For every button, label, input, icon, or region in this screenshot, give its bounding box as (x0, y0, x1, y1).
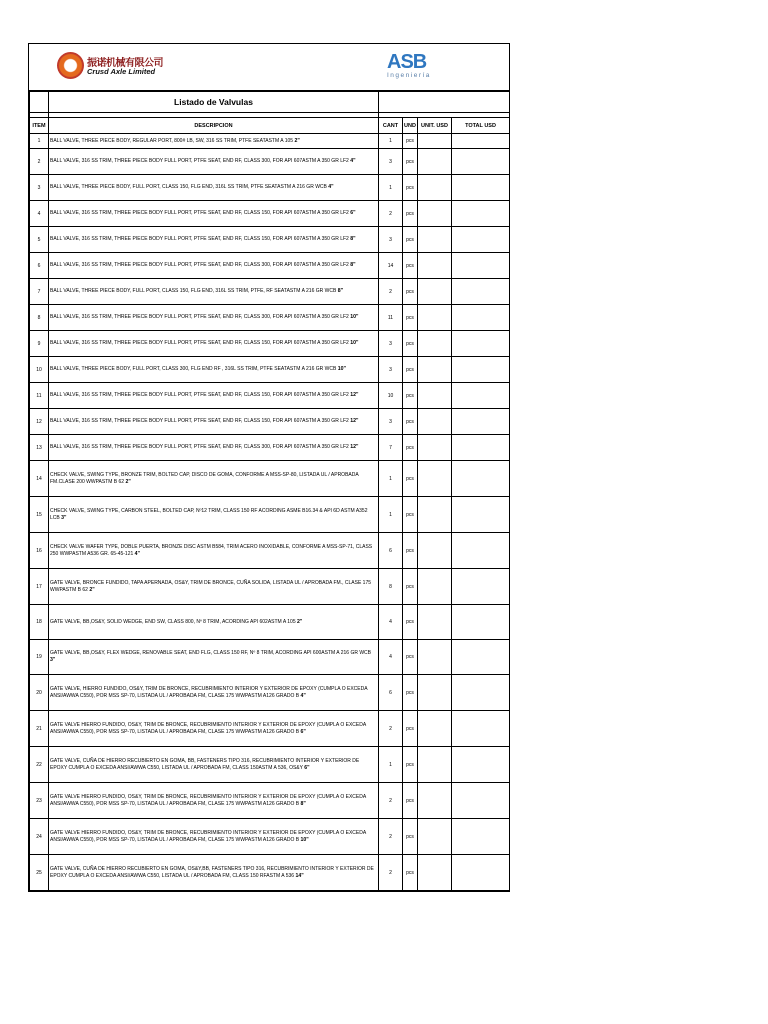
cell-descripcion (49, 819, 379, 855)
cell-total-usd (452, 331, 510, 357)
cell-descripcion-text: BALL VALVE, THREE PIECE BODY, FULL PORT, CLASS 150, FLG END, 316L SS TRIM, PTFE SEATASTM A 216 GR WCB (50, 184, 329, 190)
table-row (30, 409, 510, 435)
cell-descripcion-size: 2" (125, 478, 131, 485)
column-header-row (30, 118, 510, 134)
cell-item: 19 (30, 640, 49, 675)
cell-item: 22 (30, 747, 49, 783)
cell-cant: 1 (379, 497, 403, 533)
cell-item: 14 (30, 461, 49, 497)
cell-cant: 1 (379, 747, 403, 783)
cell-unit-usd (418, 253, 452, 279)
col-descripcion: DESCRIPCION (49, 118, 379, 134)
cell-und: pcs (403, 569, 418, 605)
company-logo-emblem-icon (57, 52, 84, 79)
cell-descripcion (49, 783, 379, 819)
cell-descripcion-size: 10" (337, 366, 346, 372)
cell-descripcion-size: 12" (350, 392, 359, 398)
cell-total-usd (452, 383, 510, 409)
cell-und: pcs (403, 279, 418, 305)
cell-unit-usd (418, 331, 452, 357)
cell-item: 24 (30, 819, 49, 855)
cell-unit-usd (418, 279, 452, 305)
cell-cant: 4 (379, 640, 403, 675)
cell-unit-usd (418, 149, 452, 175)
sheet-header (29, 44, 509, 91)
cell-descripcion-size: 8" (350, 236, 356, 242)
cell-cant: 2 (379, 279, 403, 305)
cell-descripcion (49, 435, 379, 461)
cell-descripcion (49, 640, 379, 675)
cell-total-usd (452, 149, 510, 175)
cell-item: 6 (30, 253, 49, 279)
cell-descripcion-size: 12" (350, 444, 359, 450)
cell-item: 1 (30, 134, 49, 149)
cell-unit-usd (418, 533, 452, 569)
cell-descripcion-text: BALL VALVE, 316 SS TRIM, THREE PIECE BODY FULL PORT, PTFE SEAT, END RF, CLASS 150, FOR API 607ASTM A 350 GR LF2 (50, 418, 351, 424)
cell-item: 7 (30, 279, 49, 305)
cell-descripcion (49, 747, 379, 783)
cell-descripcion (49, 227, 379, 253)
table-row (30, 747, 510, 783)
cell-und: pcs (403, 383, 418, 409)
col-und: UND (403, 118, 418, 134)
cell-cant: 3 (379, 409, 403, 435)
table-row (30, 331, 510, 357)
cell-unit-usd (418, 497, 452, 533)
cell-cant: 3 (379, 149, 403, 175)
cell-total-usd (452, 711, 510, 747)
cell-und: pcs (403, 497, 418, 533)
cell-descripcion-size: 2" (297, 618, 303, 625)
cell-descripcion-text: GATE VALVE, BB,OS&Y, FLEX WEDGE, RENOVABLE SEAT, END FLG, CLASS 150 RF, Nº 8 TRIM, ACORDING API 600ASTM A 216 GR WCB (50, 650, 372, 656)
cell-descripcion-size: 12" (350, 418, 359, 424)
table-row (30, 605, 510, 640)
table-row (30, 819, 510, 855)
cell-descripcion-size: 4" (134, 550, 141, 557)
cell-descripcion-size: 2" (89, 586, 95, 593)
cell-descripcion (49, 497, 379, 533)
cell-descripcion (49, 461, 379, 497)
cell-unit-usd (418, 357, 452, 383)
cell-cant: 8 (379, 569, 403, 605)
cell-descripcion-text: CHECK VALVE, SWING TYPE, CARBON STEEL, BOLTED CAP, Nº12 TRIM, CLASS 150 RF ACORDING ASME B16.34 & API 6D ASTM A352 LCB (50, 507, 368, 521)
cell-descripcion-text: GATE VALVE, HIERRO FUNDIDO, OS&Y, TRIM DE BRONCE, RECUBRIMIENTO INTERIOR Y EXTERIOR DE EPOXY (CUMPLA O EXCEDA ANSI/AWWA C550), POR MSS SP-70, LISTADA UL / APROBADA FM, CLASE 175 WWPASTM A126 GRADO B (50, 685, 368, 699)
cell-descripcion-text: BALL VALVE, THREE PIECE BODY, FULL PORT, CLASS 300, FLG END RF , 316L SS TRIM, PTFE SEATASTM A 216 GR WCB (50, 366, 338, 372)
cell-descripcion-size: 3" (50, 657, 56, 663)
cell-descripcion (49, 711, 379, 747)
table-row (30, 497, 510, 533)
cell-und: pcs (403, 201, 418, 227)
cell-descripcion-text: BALL VALVE, 316 SS TRIM, THREE PIECE BODY FULL PORT, PTFE SEAT, END RF, CLASS 150, FOR API 607ASTM A 350 GR LF2 (50, 340, 351, 346)
cell-descripcion (49, 383, 379, 409)
cell-descripcion (49, 201, 379, 227)
cell-total-usd (452, 253, 510, 279)
table-row (30, 201, 510, 227)
cell-descripcion (49, 253, 379, 279)
cell-und: pcs (403, 409, 418, 435)
cell-item: 25 (30, 855, 49, 891)
cell-unit-usd (418, 711, 452, 747)
cell-und: pcs (403, 640, 418, 675)
cell-total-usd (452, 569, 510, 605)
table-row (30, 253, 510, 279)
company-logo-en: Crusd Axle Limited (87, 67, 156, 76)
cell-total-usd (452, 533, 510, 569)
cell-und: pcs (403, 175, 418, 201)
col-total-usd: TOTAL USD (452, 118, 510, 134)
cell-descripcion-text: CHECK VALVE WAFER TYPE, DOBLE PUERTA, BRONZE DISC ASTM B584, TRIM ACERO INOXIDABLE, CONFORME A MSS-SP-71, CLASS 250 WWPASTM A536 GR. 65-45-121 (50, 543, 373, 557)
cell-total-usd (452, 305, 510, 331)
cell-descripcion-size: 10" (350, 340, 359, 346)
asb-logo (387, 52, 447, 84)
cell-descripcion-size: 6" (300, 728, 306, 735)
cell-unit-usd (418, 409, 452, 435)
cell-item: 3 (30, 175, 49, 201)
cell-unit-usd (418, 675, 452, 711)
cell-cant: 2 (379, 819, 403, 855)
company-logo (57, 52, 177, 84)
cell-descripcion-size: 8" (337, 288, 344, 294)
table-row (30, 175, 510, 201)
cell-descripcion-text: CHECK VALVE, SWING TYPE, BRONZE TRIM, BOLTED CAP, DISCO DE GOMA, CONFORME A MSS-SP-80, LISTADA UL / APROBADA FM.CLASE 200 WWPASTM B 62 (50, 471, 359, 485)
header-right-cell (378, 44, 509, 90)
table-row (30, 305, 510, 331)
table-row (30, 134, 510, 149)
cell-descripcion-size: 8" (300, 800, 306, 807)
cell-descripcion-size: 4" (300, 692, 306, 699)
table-row (30, 149, 510, 175)
cell-cant: 3 (379, 227, 403, 253)
cell-descripcion (49, 331, 379, 357)
company-logo-cn: 振诺机械有限公司 (87, 58, 163, 69)
cell-descripcion-size: 6" (304, 764, 310, 771)
cell-und: pcs (403, 227, 418, 253)
cell-descripcion-text: GATE VALVE, BRONCE FUNDIDO, TAPA APERNADA, OS&Y, TRIM DE BRONCE, CUÑA SOLIDA, LISTADA UL / APROBADA FM., CLASE 175 WWPASTM B 62 (50, 579, 372, 593)
cell-descripcion-size: 4" (350, 158, 356, 164)
cell-und: pcs (403, 305, 418, 331)
table-row (30, 783, 510, 819)
cell-cant: 7 (379, 435, 403, 461)
cell-total-usd (452, 783, 510, 819)
cell-descripcion-text: BALL VALVE, 316 SS TRIM, THREE PIECE BODY FULL PORT, PTFE SEAT, END RF, CLASS 300, FOR API 607ASTM A 350 GR LF2 (50, 158, 351, 164)
cell-cant: 2 (379, 201, 403, 227)
cell-descripcion-text: BALL VALVE, 316 SS TRIM, THREE PIECE BODY FULL PORT, PTFE SEAT, END RF, CLASS 150, FOR API 607ASTM A 350 GR LF2 (50, 236, 351, 242)
cell-descripcion (49, 855, 379, 891)
cell-cant: 2 (379, 855, 403, 891)
cell-cant: 1 (379, 134, 403, 149)
cell-descripcion-text: BALL VALVE, 316 SS TRIM, THREE PIECE BODY FULL PORT, PTFE SEAT, END RF, CLASS 300, FOR API 607ASTM A 350 GR LF2 (50, 314, 351, 320)
cell-descripcion (49, 134, 379, 149)
cell-descripcion (49, 409, 379, 435)
cell-total-usd (452, 461, 510, 497)
cell-und: pcs (403, 149, 418, 175)
cell-total-usd (452, 819, 510, 855)
cell-und: pcs (403, 435, 418, 461)
table-row (30, 569, 510, 605)
cell-descripcion-text: BALL VALVE, 316 SS TRIM, THREE PIECE BODY FULL PORT, PTFE SEAT, END RF, CLASS 300, FOR API 607ASTM A 350 GR LF2 (50, 444, 351, 450)
cell-descripcion-text: GATE VALVE, CUÑA DE HIERRO RECUBIERTO EN GOMA, OS&Y,BB, FASTENERS TIPO 316, RECUBRIMIENTO INTERIOR Y EXTERIOR DE EPOXY CUMPLA O EXCEDA ANSI/AWWA C550, LISTADA UL / APROBADA FM, CLASS 150 RFASTM A 536 (50, 865, 374, 879)
col-unit-usd: UNIT. USD (418, 118, 452, 134)
cell-item: 16 (30, 533, 49, 569)
cell-cant: 6 (379, 675, 403, 711)
cell-descripcion-size: 2" (294, 137, 300, 144)
cell-descripcion (49, 569, 379, 605)
cell-item: 4 (30, 201, 49, 227)
table-row (30, 383, 510, 409)
cell-descripcion-text: GATE VALVE, CUÑA DE HIERRO RECUBIERTO EN GOMA, BB, FASTENERS TIPO 316, RECUBRIMIENTO INTERIOR Y EXTERIOR DE EPOXY CUMPLA O EXCEDA ANSI/AWWA C550, LISTADA UL / APROBADA FM, CLASS 150ASTM A 536, OS&Y (50, 757, 360, 771)
table-row (30, 279, 510, 305)
cell-unit-usd (418, 175, 452, 201)
cell-cant: 1 (379, 175, 403, 201)
cell-item: 11 (30, 383, 49, 409)
cell-descripcion (49, 149, 379, 175)
cell-descripcion-size: 3" (61, 514, 67, 521)
valve-table (29, 91, 510, 891)
cell-descripcion-text: BALL VALVE, THREE PIECE BODY, FULL PORT, CLASS 150, FLG END, 316L SS TRIM, PTFE, RF SEATASTM A 216 GR WCB (50, 288, 338, 294)
cell-cant: 11 (379, 305, 403, 331)
cell-descripcion (49, 357, 379, 383)
cell-item: 18 (30, 605, 49, 640)
cell-descripcion-size: 10" (350, 314, 359, 320)
cell-descripcion-size: 4" (328, 184, 334, 190)
cell-descripcion (49, 305, 379, 331)
cell-item: 20 (30, 675, 49, 711)
cell-total-usd (452, 201, 510, 227)
cell-cant: 14 (379, 253, 403, 279)
cell-descripcion (49, 175, 379, 201)
cell-und: pcs (403, 747, 418, 783)
cell-unit-usd (418, 640, 452, 675)
cell-unit-usd (418, 747, 452, 783)
cell-descripcion (49, 533, 379, 569)
cell-descripcion-text: GATE VALVE HIERRO FUNDIDO, OS&Y, TRIM DE BRONCE, RECUBRIMIENTO INTERIOR Y EXTERIOR DE EPOXY (CUMPLA O EXCEDA ANSI/AWWA C550), POR MSS SP-70, LISTADA UL / APROBADA FM, CLASE 175 WWPASTM A126 GRADO B (50, 793, 366, 807)
cell-descripcion-text: BALL VALVE, 316 SS TRIM, THREE PIECE BODY FULL PORT, PTFE SEAT, END RF, CLASS 150, FOR API 607ASTM A 350 GR LF2 (50, 392, 351, 398)
cell-cant: 3 (379, 331, 403, 357)
cell-item: 17 (30, 569, 49, 605)
table-row (30, 357, 510, 383)
cell-total-usd (452, 279, 510, 305)
cell-und: pcs (403, 461, 418, 497)
cell-descripcion-size: 8" (350, 262, 356, 268)
cell-item: 2 (30, 149, 49, 175)
cell-und: pcs (403, 675, 418, 711)
cell-item: 23 (30, 783, 49, 819)
table-row (30, 435, 510, 461)
table-row (30, 227, 510, 253)
cell-descripcion-text: GATE VALVE HIERRO FUNDIDO, OS&Y, TRIM DE BRONCE, RECUBRIMIENTO INTERIOR Y EXTERIOR DE EPOXY (CUMPLA O EXCEDA ANSI/AWWA C550), POR MSS SP-70, LISTADA UL / APROBADA FM, CLASE 175 WWPASTM A126 GRADO B (50, 829, 366, 843)
cell-und: pcs (403, 253, 418, 279)
cell-descripcion-text: BALL VALVE, 316 SS TRIM, THREE PIECE BODY FULL PORT, PTFE SEAT, END RF, CLASS 300, FOR API 607ASTM A 350 GR LF2 (50, 262, 351, 268)
cell-cant: 2 (379, 711, 403, 747)
cell-item: 9 (30, 331, 49, 357)
cell-und: pcs (403, 711, 418, 747)
cell-unit-usd (418, 435, 452, 461)
cell-unit-usd (418, 305, 452, 331)
cell-total-usd (452, 435, 510, 461)
cell-unit-usd (418, 605, 452, 640)
cell-und: pcs (403, 605, 418, 640)
cell-cant: 4 (379, 605, 403, 640)
col-item: ITEM (30, 118, 49, 134)
cell-item: 12 (30, 409, 49, 435)
cell-unit-usd (418, 783, 452, 819)
cell-descripcion (49, 605, 379, 640)
cell-und: pcs (403, 819, 418, 855)
cell-cant: 2 (379, 783, 403, 819)
cell-descripcion (49, 675, 379, 711)
cell-und: pcs (403, 134, 418, 149)
cell-total-usd (452, 227, 510, 253)
cell-total-usd (452, 409, 510, 435)
cell-unit-usd (418, 461, 452, 497)
cell-descripcion-text: GATE VALVE, BB,OS&Y, SOLID WEDGE, END SW, CLASS 800, Nº 8 TRIM, ACORDING API 602ASTM A 105 (50, 618, 298, 625)
valve-list-sheet (28, 43, 510, 892)
cell-und: pcs (403, 331, 418, 357)
cell-total-usd (452, 497, 510, 533)
cell-und: pcs (403, 357, 418, 383)
cell-total-usd (452, 640, 510, 675)
table-row (30, 533, 510, 569)
cell-descripcion-text: BALL VALVE, THREE PIECE BODY, REGULAR PORT, 800# LB, SW, 316 SS TRIM, PTFE SEATASTM A 105 (50, 137, 295, 144)
cell-total-usd (452, 605, 510, 640)
cell-unit-usd (418, 134, 452, 149)
document-title: Listado de Valvulas (49, 92, 379, 113)
cell-total-usd (452, 747, 510, 783)
cell-descripcion-text: BALL VALVE, 316 SS TRIM, THREE PIECE BODY FULL PORT, PTFE SEAT, END RF, CLASS 150, FOR API 607ASTM A 350 GR LF2 (50, 210, 351, 216)
cell-cant: 6 (379, 533, 403, 569)
cell-total-usd (452, 675, 510, 711)
table-row (30, 855, 510, 891)
cell-unit-usd (418, 855, 452, 891)
table-row (30, 675, 510, 711)
cell-und: pcs (403, 783, 418, 819)
cell-unit-usd (418, 201, 452, 227)
cell-unit-usd (418, 569, 452, 605)
cell-descripcion-size: 14" (295, 872, 304, 879)
cell-item: 8 (30, 305, 49, 331)
cell-descripcion-size: 6" (350, 210, 356, 216)
cell-total-usd (452, 134, 510, 149)
cell-descripcion-size: 10" (300, 836, 309, 843)
asb-logo-text: ASB (387, 51, 427, 73)
table-row (30, 461, 510, 497)
cell-total-usd (452, 357, 510, 383)
cell-unit-usd (418, 383, 452, 409)
asb-logo-subtext: Ingeniería (387, 72, 431, 79)
cell-item: 5 (30, 227, 49, 253)
cell-unit-usd (418, 227, 452, 253)
cell-total-usd (452, 175, 510, 201)
cell-item: 21 (30, 711, 49, 747)
table-row (30, 711, 510, 747)
table-row (30, 640, 510, 675)
cell-cant: 3 (379, 357, 403, 383)
cell-descripcion (49, 279, 379, 305)
cell-und: pcs (403, 533, 418, 569)
cell-cant: 1 (379, 461, 403, 497)
cell-item: 10 (30, 357, 49, 383)
cell-item: 15 (30, 497, 49, 533)
cell-descripcion-text: GATE VALVE HIERRO FUNDIDO, OS&Y, TRIM DE BRONCE, RECUBRIMIENTO INTERIOR Y EXTERIOR DE EPOXY (CUMPLA O EXCEDA ANSI/AWWA C550), POR MSS SP-70, LISTADA UL / APROBADA FM, CLASE 175 WWPASTM A126 GRADO B (50, 721, 366, 735)
cell-total-usd (452, 855, 510, 891)
col-cant: CANT (379, 118, 403, 134)
cell-item: 13 (30, 435, 49, 461)
cell-unit-usd (418, 819, 452, 855)
cell-und: pcs (403, 855, 418, 891)
cell-cant: 10 (379, 383, 403, 409)
header-left-cell (29, 44, 378, 90)
